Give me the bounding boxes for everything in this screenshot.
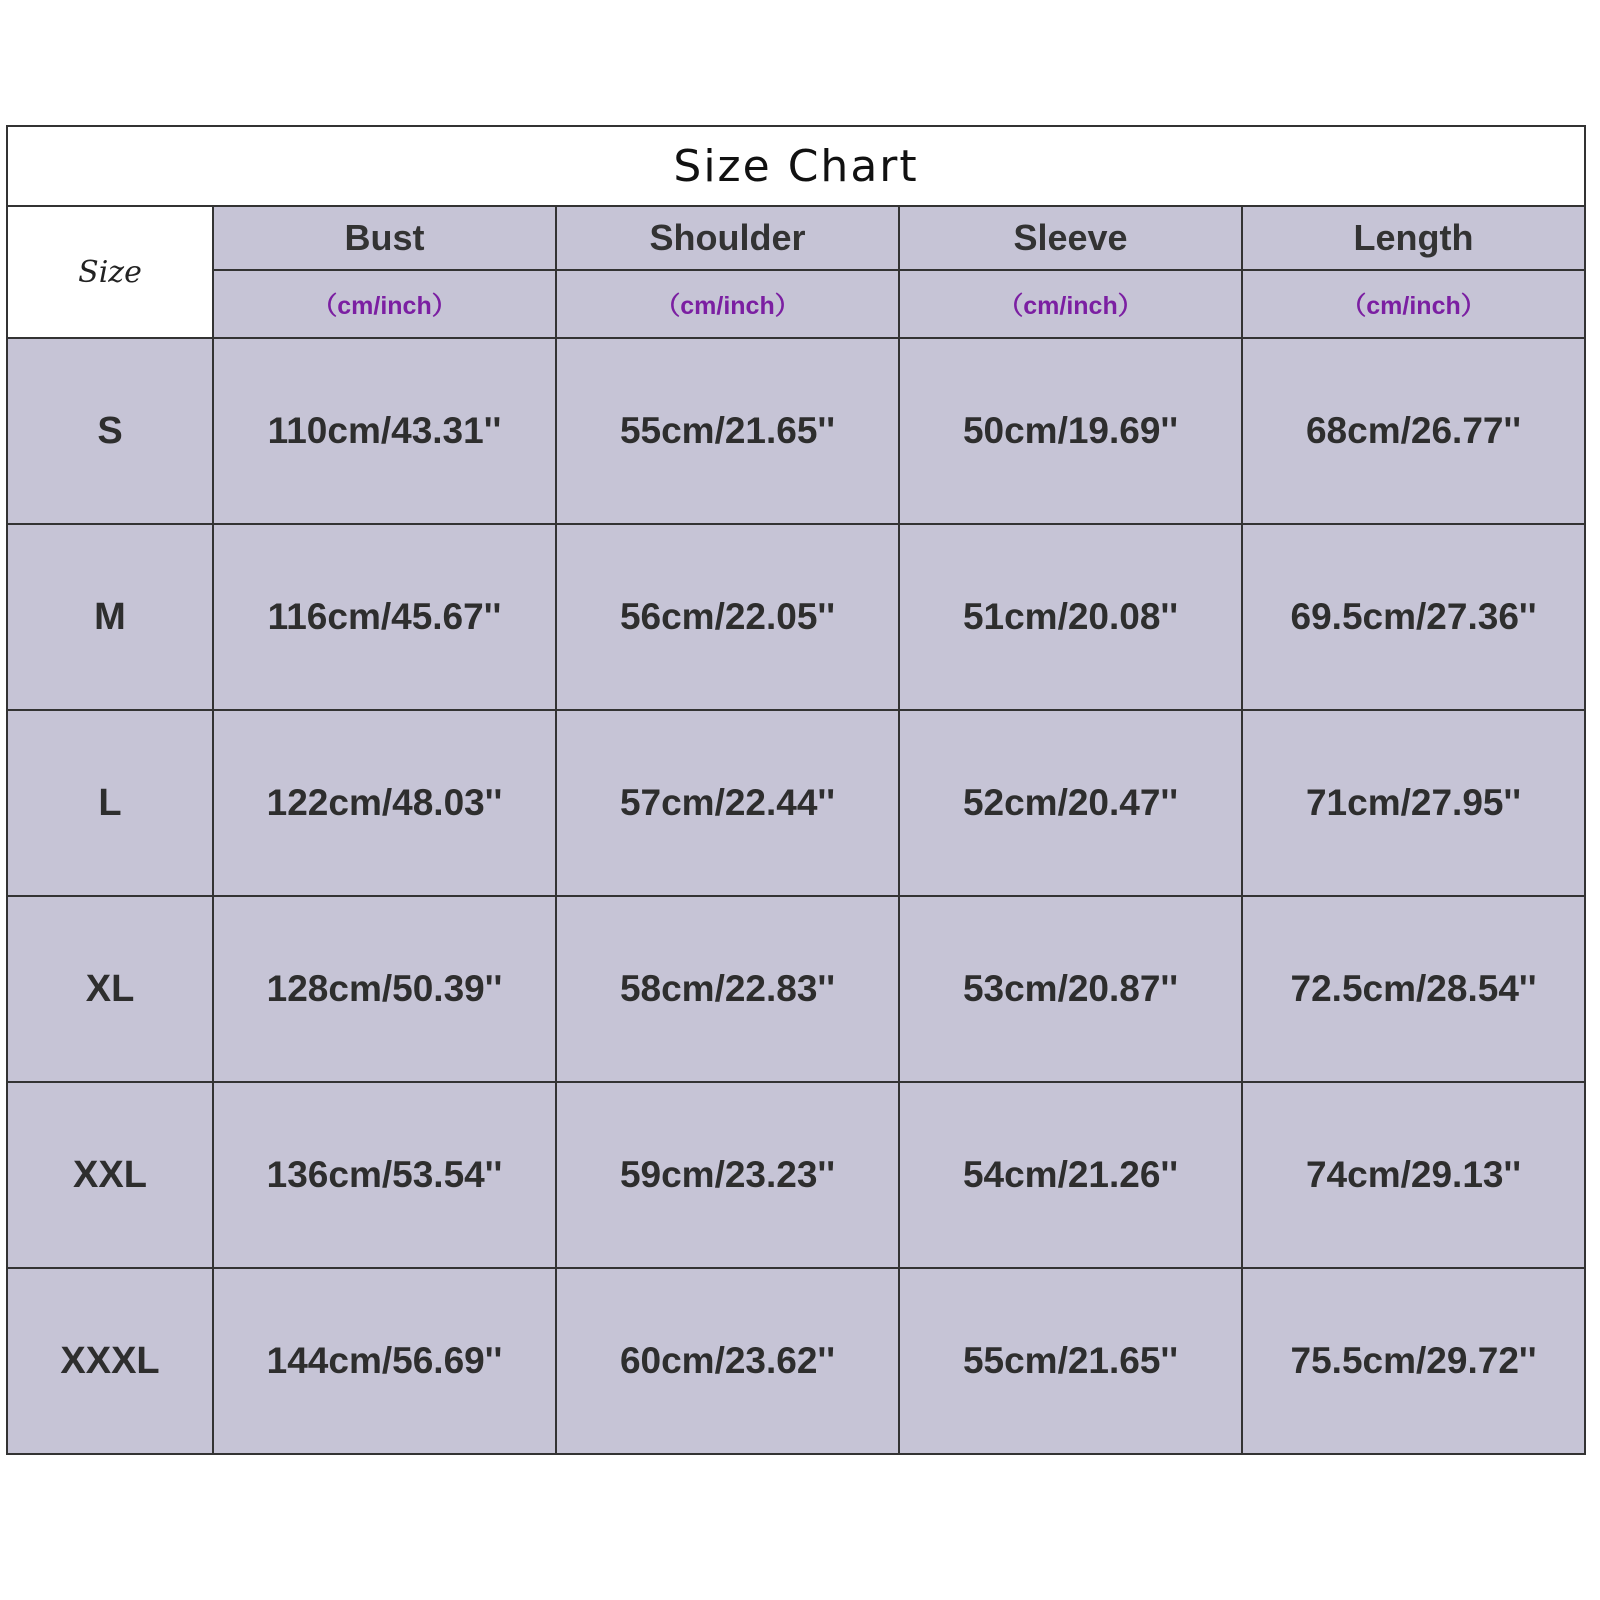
size-label: L <box>7 710 213 896</box>
size-label: XXL <box>7 1082 213 1268</box>
table-row <box>7 338 1585 524</box>
column-header-sleeve: Sleeve <box>899 206 1242 270</box>
table-row <box>7 524 1585 710</box>
shoulder-value: 57cm/22.44'' <box>556 710 899 896</box>
unit-label-sleeve: （cm/inch） <box>899 270 1242 338</box>
bust-value: 128cm/50.39'' <box>213 896 556 1082</box>
table-row <box>7 1268 1585 1454</box>
size-label: XXXL <box>7 1268 213 1454</box>
length-value: 72.5cm/28.54'' <box>1242 896 1585 1082</box>
unit-label-length: （cm/inch） <box>1242 270 1585 338</box>
column-header-bust: Bust <box>213 206 556 270</box>
size-label: S <box>7 338 213 524</box>
size-chart-table <box>6 125 1586 1455</box>
length-value: 71cm/27.95'' <box>1242 710 1585 896</box>
sleeve-value: 50cm/19.69'' <box>899 338 1242 524</box>
column-header-length: Length <box>1242 206 1585 270</box>
bust-value: 136cm/53.54'' <box>213 1082 556 1268</box>
unit-label-shoulder: （cm/inch） <box>556 270 899 338</box>
table-row <box>7 896 1585 1082</box>
bust-value: 116cm/45.67'' <box>213 524 556 710</box>
length-value: 75.5cm/29.72'' <box>1242 1268 1585 1454</box>
length-value: 69.5cm/27.36'' <box>1242 524 1585 710</box>
unit-label-bust: （cm/inch） <box>213 270 556 338</box>
shoulder-value: 60cm/23.62'' <box>556 1268 899 1454</box>
unit-row <box>7 270 1585 338</box>
size-label: M <box>7 524 213 710</box>
bust-value: 110cm/43.31'' <box>213 338 556 524</box>
table-row <box>7 1082 1585 1268</box>
shoulder-value: 55cm/21.65'' <box>556 338 899 524</box>
sleeve-value: 54cm/21.26'' <box>899 1082 1242 1268</box>
shoulder-value: 59cm/23.23'' <box>556 1082 899 1268</box>
title-row <box>7 126 1585 206</box>
bust-value: 144cm/56.69'' <box>213 1268 556 1454</box>
length-value: 74cm/29.13'' <box>1242 1082 1585 1268</box>
shoulder-value: 58cm/22.83'' <box>556 896 899 1082</box>
sleeve-value: 53cm/20.87'' <box>899 896 1242 1082</box>
size-label: XL <box>7 896 213 1082</box>
sleeve-value: 52cm/20.47'' <box>899 710 1242 896</box>
chart-title: Size Chart <box>7 126 1585 206</box>
sleeve-value: 51cm/20.08'' <box>899 524 1242 710</box>
table-row <box>7 710 1585 896</box>
column-header-row <box>7 206 1585 270</box>
shoulder-value: 56cm/22.05'' <box>556 524 899 710</box>
bust-value: 122cm/48.03'' <box>213 710 556 896</box>
length-value: 68cm/26.77'' <box>1242 338 1585 524</box>
size-corner-label: Size <box>7 206 213 338</box>
sleeve-value: 55cm/21.65'' <box>899 1268 1242 1454</box>
column-header-shoulder: Shoulder <box>556 206 899 270</box>
